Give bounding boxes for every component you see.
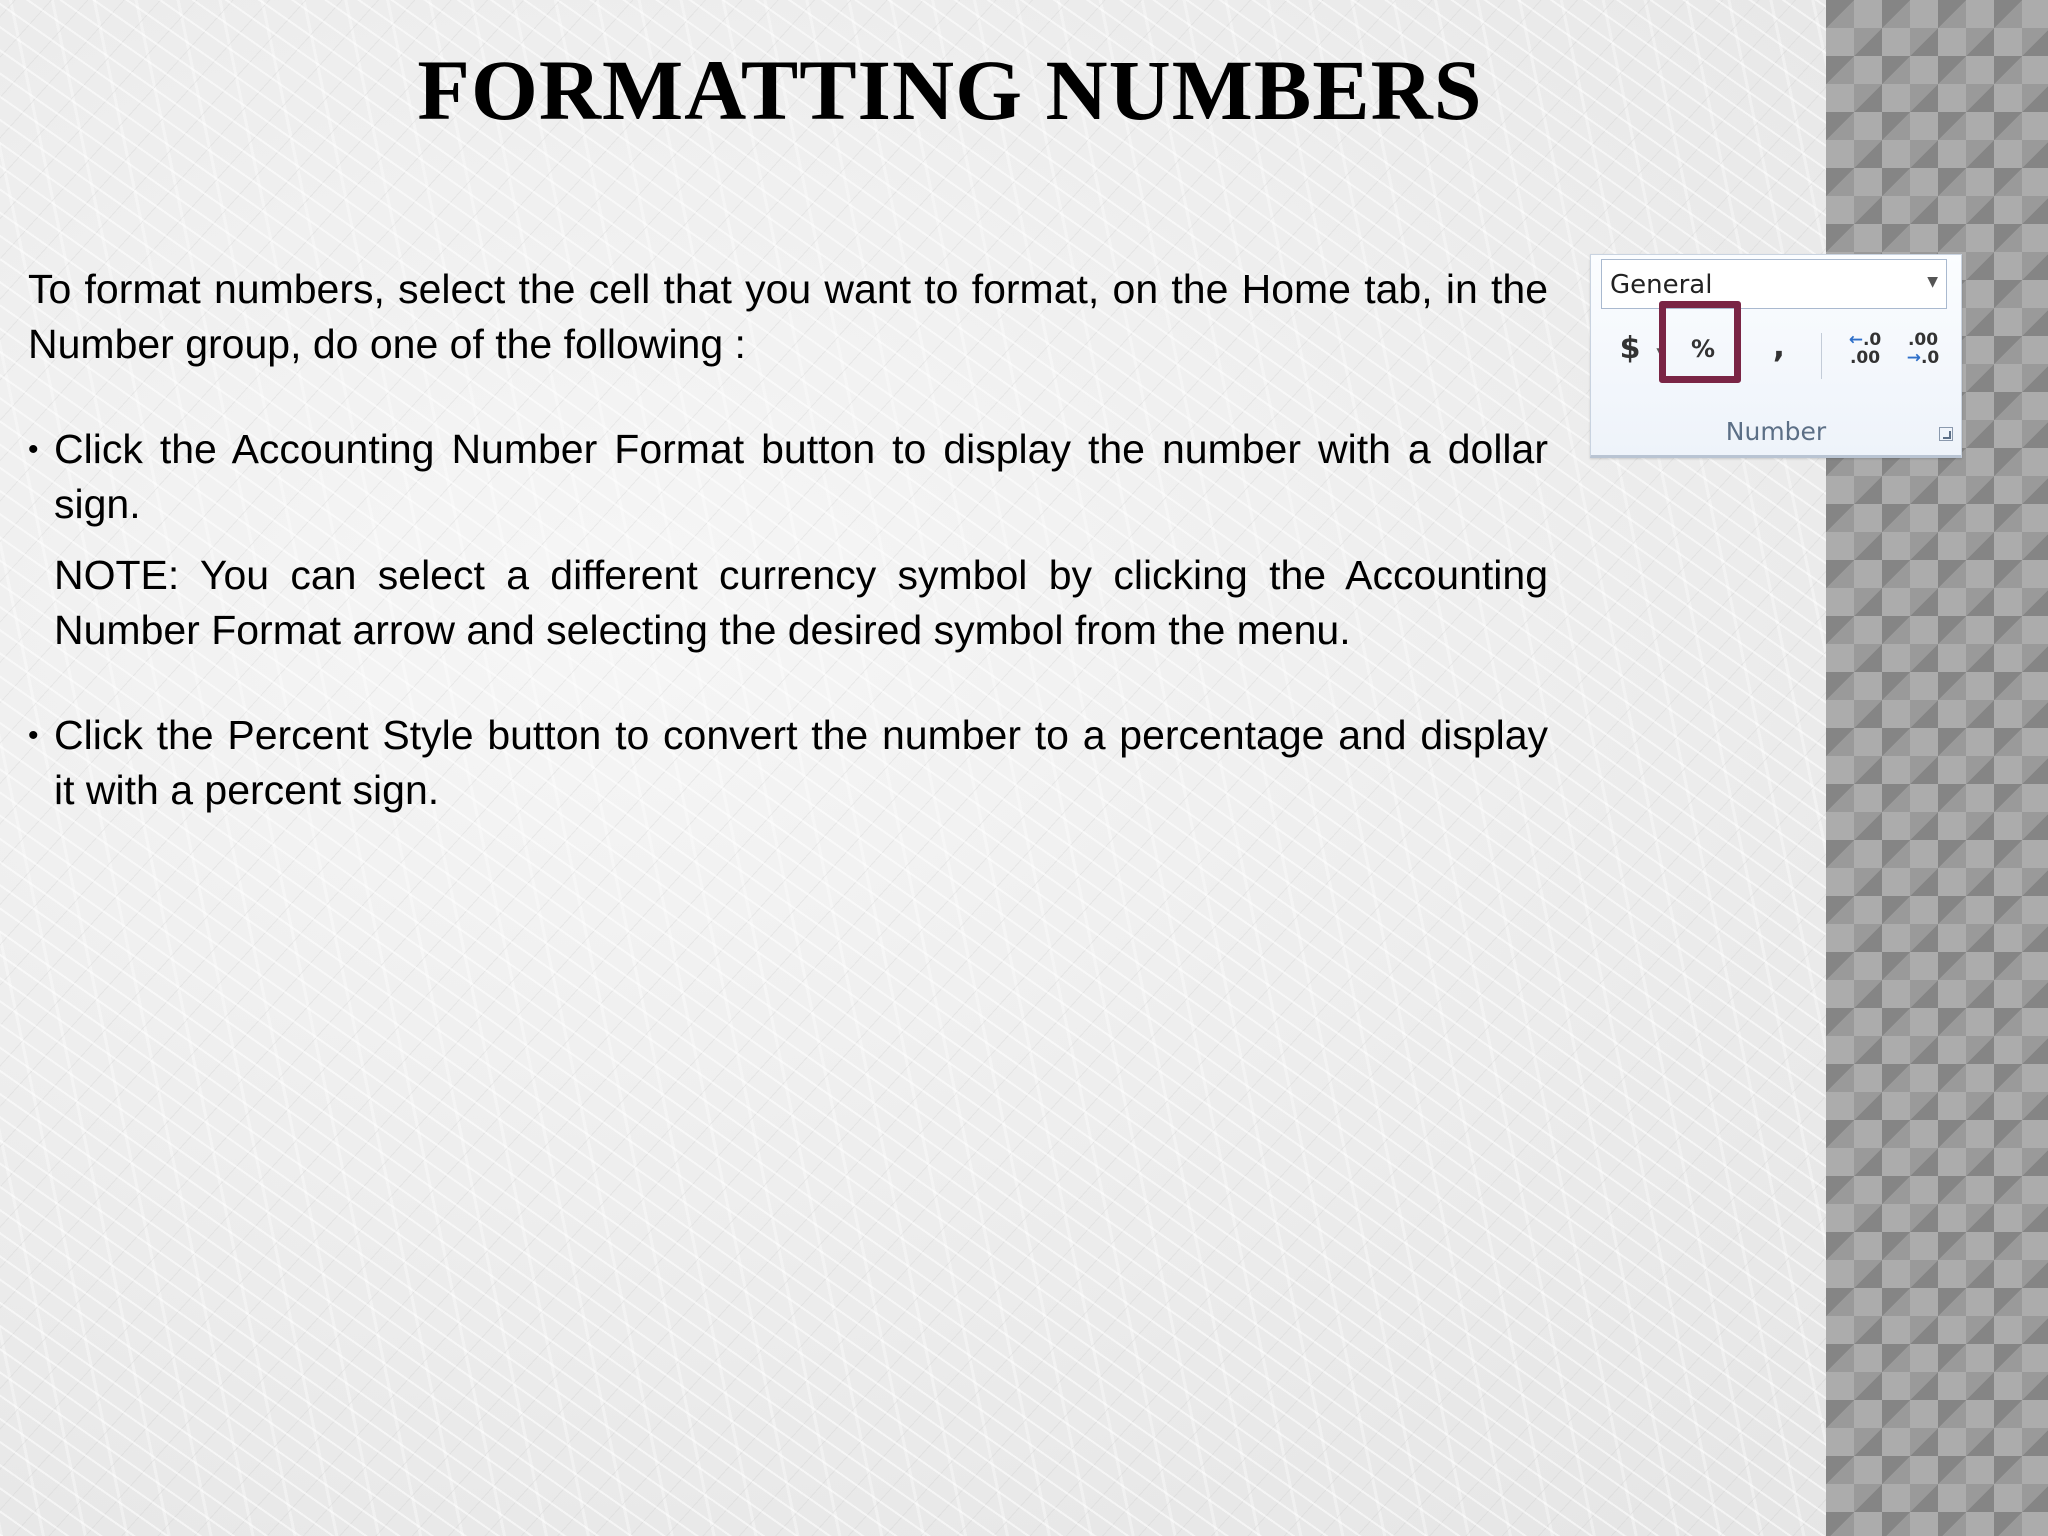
number-ribbon-group bbox=[1590, 254, 1962, 458]
percent-style-button[interactable]: % bbox=[1690, 335, 1716, 363]
increase-decimal-top: .0 bbox=[1862, 330, 1882, 350]
increase-decimal-icon bbox=[1839, 331, 1891, 367]
number-format-value: General bbox=[1610, 270, 1713, 300]
dialog-launcher-icon[interactable] bbox=[1939, 427, 1953, 441]
decrease-decimal-top: .00 bbox=[1907, 330, 1939, 350]
right-arrow-icon: → bbox=[1906, 348, 1921, 368]
accounting-number-format-button[interactable]: $ bbox=[1619, 331, 1641, 366]
decrease-decimal-icon bbox=[1897, 331, 1949, 367]
bullet-glyph: • bbox=[28, 719, 39, 752]
ribbon-separator bbox=[1821, 333, 1822, 379]
increase-decimal-button[interactable] bbox=[1839, 331, 1891, 375]
dropdown-arrow-icon[interactable]: ▼ bbox=[1927, 274, 1938, 290]
increase-decimal-bottom: .00 bbox=[1849, 348, 1881, 368]
accounting-format-arrow-icon[interactable]: ▼ bbox=[1656, 345, 1666, 359]
currency-note: NOTE: You can select a different currency symbol by clicking the Accounting Number Format arrow and selecting the desired symbol from the menu. bbox=[54, 552, 1548, 653]
intro-paragraph: To format numbers, select the cell that you want to format, on the Home tab, in the Number group, do one of the following : bbox=[28, 266, 1548, 367]
bullet-accounting bbox=[28, 422, 1548, 532]
left-arrow-icon: ← bbox=[1848, 330, 1863, 350]
decrease-decimal-bottom: .0 bbox=[1920, 348, 1940, 368]
decrease-decimal-button[interactable] bbox=[1897, 331, 1949, 375]
bullet-percent bbox=[28, 708, 1548, 818]
comma-style-button[interactable]: , bbox=[1772, 327, 1786, 365]
ribbon-group-label: Number bbox=[1725, 417, 1827, 446]
side-decorative-strip bbox=[1826, 0, 2048, 1536]
slide-title: FORMATTING NUMBERS bbox=[417, 42, 1483, 138]
percent-highlight-box bbox=[1659, 301, 1741, 383]
slide-content bbox=[28, 262, 1548, 818]
bullet-percent-text: Click the Percent Style button to convert the number to a percentage and display it with a percent sign. bbox=[54, 712, 1548, 813]
number-format-dropdown[interactable] bbox=[1601, 259, 1947, 309]
bullet-accounting-text: Click the Accounting Number Format button to display the number with a dollar sign. bbox=[54, 426, 1548, 527]
bullet-glyph: • bbox=[28, 433, 39, 466]
